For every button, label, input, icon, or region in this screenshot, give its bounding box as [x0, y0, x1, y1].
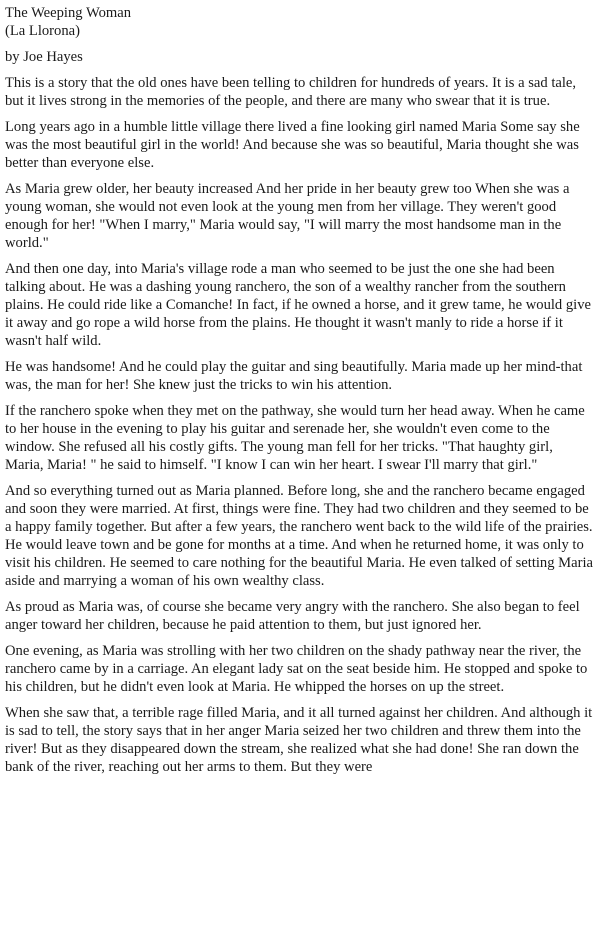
paragraph-4: And then one day, into Maria's village rode a man who seemed to be just the one she had been talking about. He was a dashing young ranchero, the son of a wealthy rancher from the southern plains. He could ride like a Comanche! In fact, if he owned a horse, and it grew tame, he would give it away and go rope a wild horse from the plains. He thought it wasn't manly to ride a horse if it wasn't half wild. [5, 261, 591, 349]
paragraph-3: As Maria grew older, her beauty increased And her pride in her beauty grew too When she was a young woman, she would not even look at the young men from her village. They weren't good enough for her! "When I marry," Maria would say, "I will marry the most handsome man in the world." [5, 181, 570, 251]
paragraph-5: He was handsome! And he could play the guitar and sing beautifully. Maria made up her mind-that was, the man for her! She knew just the tricks to win his attention. [5, 359, 583, 393]
paragraph-9: One evening, as Maria was strolling with her two children on the shady pathway near the river, the ranchero came by in a carriage. An elegant lady sat on the seat beside him. He stopped and spoke to his children, but he didn't even look at Maria. He whipped the horses on up the street. [5, 643, 588, 695]
paragraph-6: If the ranchero spoke when they met on the pathway, she would turn her head away. When he came to her house in the evening to play his guitar and serenade her, she wouldn't even come to the window. She refused all his costly gifts. The young man fell for her tricks. "That haughty girl, Maria, Maria! " he said to himself. "I know I can win her heart. I swear I'll marry that girl." [5, 403, 585, 473]
paragraph-10: When she saw that, a terrible rage filled Maria, and it all turned against her children. And although it is sad to tell, the story says that in her anger Maria seized her two children and threw them into the river! But as they disappeared down the stream, she realized what she had done! She ran down the bank of the river, reaching out her arms to them. But they were [5, 705, 593, 775]
paragraph-8: As proud as Maria was, of course she became very angry with the ranchero. She also began to feel anger toward her children, because he paid attention to them, but just ignored her. [5, 599, 580, 633]
document-title: The Weeping Woman [5, 5, 131, 21]
paragraph-1: This is a story that the old ones have been telling to children for hundreds of years. It is a sad tale, but it lives strong in the memories of the people, and there are many who swear that it is true. [5, 75, 577, 109]
document-author: by Joe Hayes [5, 49, 83, 65]
paragraph-2: Long years ago in a humble little village there lived a fine looking girl named Maria Some say she was the most beautiful girl in the world! And because she was so beautiful, Maria thought she was better than everyone else. [5, 119, 580, 171]
paragraph-7: And so everything turned out as Maria planned. Before long, she and the ranchero became engaged and soon they were married. At first, things were fine. They had two children and they seemed to be a happy family together. But after a few years, the ranchero went back to the wild life of the prairies. He would leave town and be gone for months at a time. And when he returned home, it was only to visit his children. He seemed to care nothing for the beautiful Maria. He even talked of setting Maria aside and marrying a woman of his own wealthy class. [5, 483, 594, 589]
document-subtitle: (La Llorona) [5, 23, 80, 39]
